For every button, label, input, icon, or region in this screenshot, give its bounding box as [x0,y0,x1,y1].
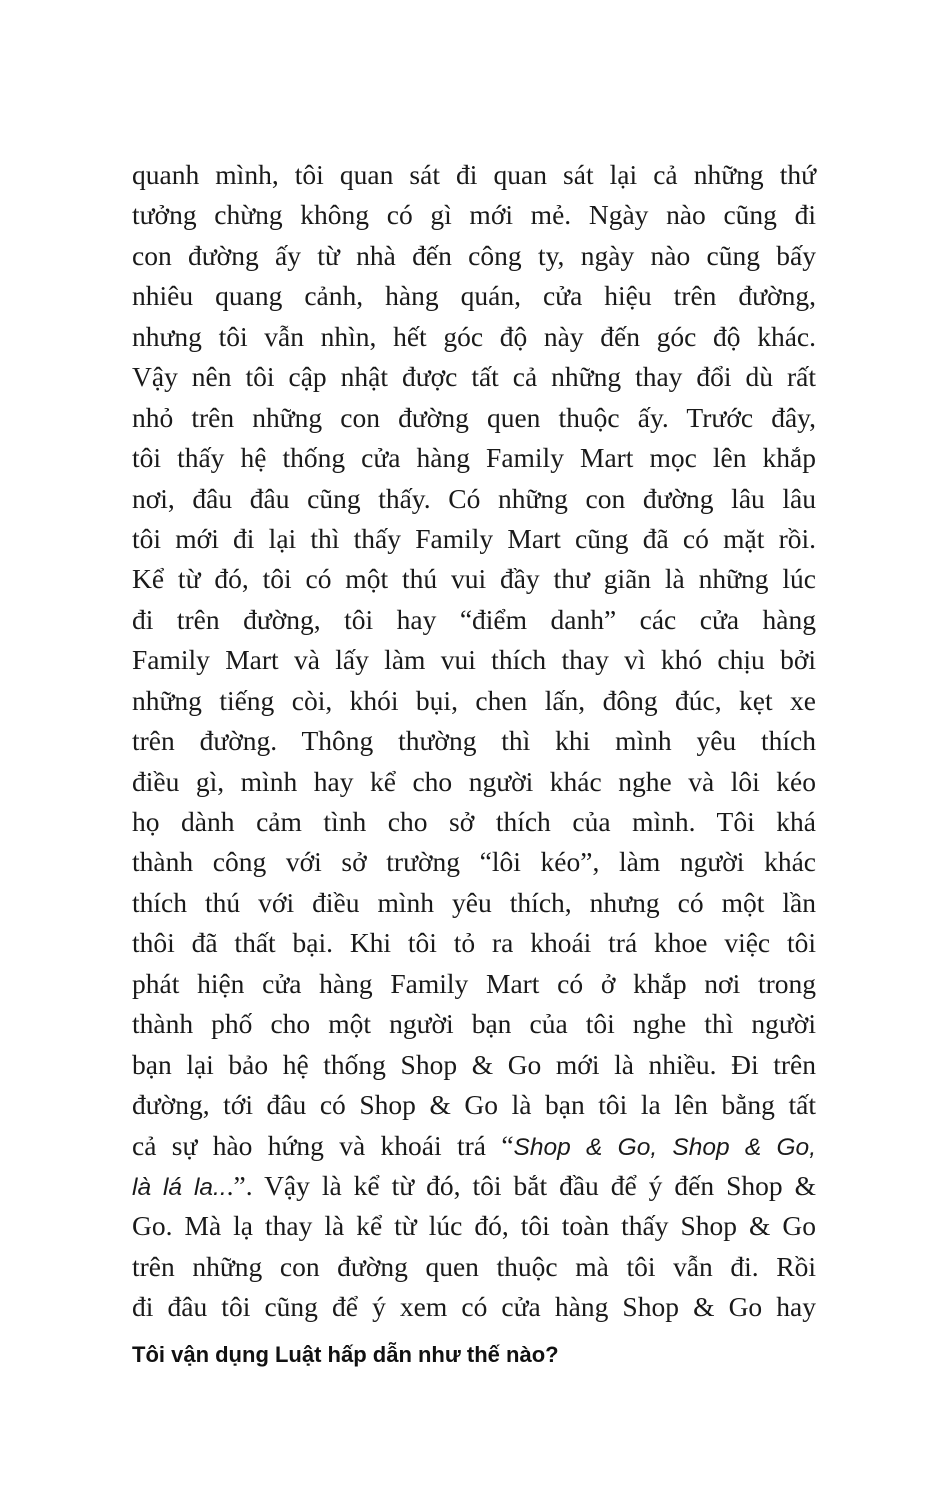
body-paragraph [132,155,816,1328]
text-line: điều gì, mình hay kể cho người khác nghe và lôi kéo [132,765,816,797]
text-line: nhiêu quang cảnh, hàng quán, cửa hiệu trên đường, [132,280,816,312]
text-line: thích thú với điều mình yêu thích, nhưng có một lần [132,886,816,918]
text-line: bạn lại bảo hệ thống Shop & Go mới là nhiều. Đi trên [132,1048,816,1080]
text-line: đường, tới đâu có Shop & Go là bạn tôi la lên bằng tất [132,1089,816,1121]
text-line: trên đường. Thông thường thì khi mình yêu thích [132,725,816,757]
text-line: tưởng chừng không có gì mới mẻ. Ngày nào cũng đi [132,199,816,231]
italic-quote: là lá la.. [132,1173,227,1201]
text-line: Kể từ đó, tôi có một thú vui đầy thư giãn là những lúc [132,563,816,595]
text-line: Go. Mà lạ thay là kể từ lúc đó, tôi toàn thấy Shop & Go [132,1210,816,1242]
text-line: họ dành cảm tình cho sở thích của mình. Tôi khá [132,806,816,837]
text-line-mixed [132,1126,816,1166]
text-line: quanh mình, tôi quan sát đi quan sát lại cả những thứ [132,159,816,190]
text-line: tôi thấy hệ thống cửa hàng Family Mart mọc lên khắp [132,442,816,474]
running-footer-title: Tôi vận dụng Luật hấp dẫn như thế nào? [132,1342,559,1367]
text-line: Family Mart và lấy làm vui thích thay vì khó chịu bởi [132,644,816,676]
text-line: phát hiện cửa hàng Family Mart có ở khắp nơi trong [132,967,816,999]
text-line-mixed [132,1166,816,1206]
text-line: con đường ấy từ nhà đến công ty, ngày nào cũng bấy [132,239,816,271]
text-line: Vậy nên tôi cập nhật được tất cả những thay đổi dù rất [132,361,816,393]
text-segment: .”. Vậy là kể từ đó, tôi bắt đầu để ý đến Shop & [226,1169,816,1201]
text-line: trên những con đường quen thuộc mà tôi vẫn đi. Rồi [132,1250,816,1282]
text-line: thành công với sở trường “lôi kéo”, làm người khác [132,846,816,878]
text-line: nhưng tôi vẫn nhìn, hết góc độ này đến góc độ khác. [132,320,816,352]
text-line: những tiếng còi, khói bụi, chen lấn, đông đúc, kẹt xe [132,684,816,716]
text-segment: cả sự hào hứng và khoái trá “ [132,1129,514,1161]
text-line: nhỏ trên những con đường quen thuộc ấy. Trước đây, [132,401,816,433]
text-line: nơi, đâu đâu cũng thấy. Có những con đường lâu lâu [132,482,816,514]
text-line: thành phố cho một người bạn của tôi nghe thì người [132,1008,816,1040]
text-line: thôi đã thất bại. Khi tôi tỏ ra khoái trá khoe việc tôi [132,927,816,959]
text-line: tôi mới đi lại thì thấy Family Mart cũng đã có mặt rồi. [132,522,816,554]
text-line: đi trên đường, tôi hay “điểm danh” các cửa hàng [132,603,816,635]
text-line: đi đâu tôi cũng để ý xem có cửa hàng Shop & Go hay [132,1291,816,1323]
italic-quote: Shop & Go, Shop & Go, [513,1133,816,1161]
